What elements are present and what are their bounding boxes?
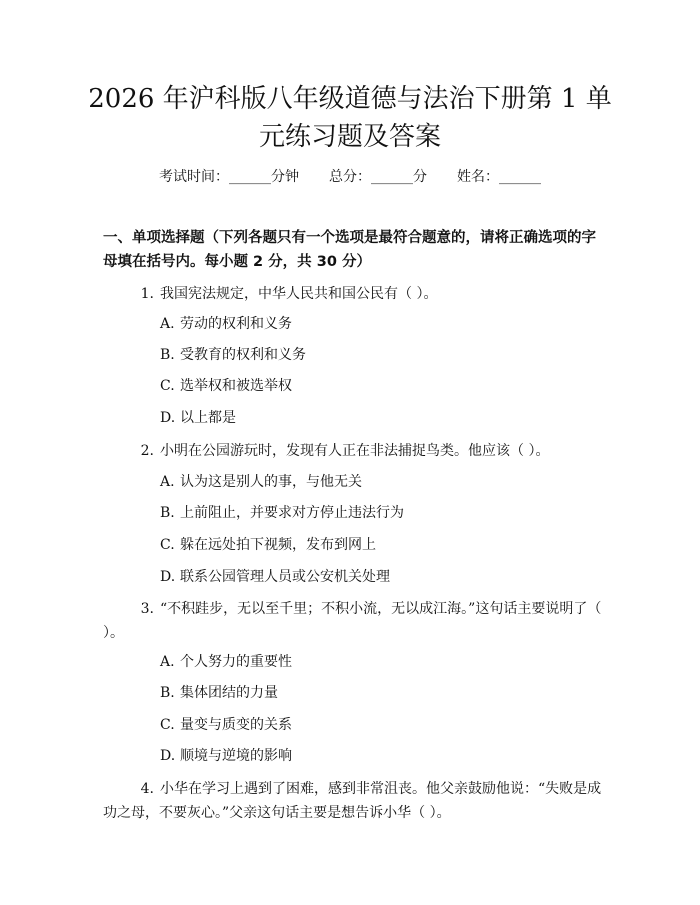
document-title — [60, 80, 640, 156]
option-text: 顺境与逆境的影响 — [180, 748, 292, 764]
option-text: 量变与质变的关系 — [180, 717, 292, 733]
option-3a — [160, 652, 600, 672]
question-number: 4. — [140, 781, 154, 797]
option-text: 集体团结的力量 — [180, 685, 278, 701]
question-text: “不积跬步，无以至千里；不积小流，无以成江海。”这句话主要说明了（ ）。 — [103, 601, 602, 641]
section-heading: 一、单项选择题（下列各题只有一个选项是最符合题意的，请将正确选项的字母填在括号内。每小题 2 分，共 30 分） — [103, 230, 596, 270]
option-text: 躲在远处拍下视频，发布到网上 — [180, 537, 376, 553]
question-1 — [103, 282, 603, 306]
exam-time-label: 考试时间：______分钟 — [159, 169, 299, 185]
option-2b — [160, 503, 600, 523]
option-letter: C. — [160, 378, 175, 394]
question-4 — [103, 777, 603, 825]
option-text: 联系公园管理人员或公安机关处理 — [180, 569, 390, 585]
option-3d — [160, 746, 600, 766]
option-text: 劳动的权利和义务 — [180, 316, 292, 332]
option-3c — [160, 715, 600, 735]
option-letter: D. — [160, 569, 176, 585]
exam-meta — [0, 167, 700, 187]
total-score-label: 总分：______分 — [329, 169, 427, 185]
title-line-1: 2026 年沪科版八年级道德与法治下册第 1 单 — [88, 84, 612, 114]
option-letter: D. — [160, 410, 176, 426]
option-3b — [160, 683, 600, 703]
option-letter: C. — [160, 717, 175, 733]
option-text: 认为这是别人的事，与他无关 — [180, 474, 362, 490]
option-text: 上前阻止，并要求对方停止违法行为 — [180, 505, 404, 521]
option-letter: C. — [160, 537, 175, 553]
question-text: 小华在学习上遇到了困难，感到非常沮丧。他父亲鼓励他说：“失败是成功之母，不要灰心。”父亲这句话主要是想告诉小华（ ）。 — [103, 781, 602, 821]
option-letter: A. — [160, 654, 175, 670]
student-name-label: 姓名：______ — [457, 169, 541, 185]
question-text: 我国宪法规定，中华人民共和国公民有（ ）。 — [160, 286, 438, 302]
question-3 — [103, 597, 603, 645]
option-1a — [160, 314, 600, 334]
question-number: 3. — [140, 601, 154, 617]
option-1d — [160, 408, 600, 428]
option-2d — [160, 567, 600, 587]
title-line-2: 元练习题及答案 — [258, 122, 441, 152]
option-text: 选举权和被选举权 — [180, 378, 292, 394]
option-1b — [160, 345, 600, 365]
question-text: 小明在公园游玩时，发现有人正在非法捕捉鸟类。他应该（ ）。 — [160, 443, 550, 459]
question-number: 1. — [140, 286, 154, 302]
option-text: 个人努力的重要性 — [180, 654, 292, 670]
option-2a — [160, 472, 600, 492]
question-number: 2. — [140, 443, 154, 459]
option-2c — [160, 535, 600, 555]
option-letter: D. — [160, 748, 176, 764]
option-letter: B. — [160, 685, 175, 701]
option-text: 以上都是 — [180, 410, 236, 426]
option-text: 受教育的权利和义务 — [180, 347, 306, 363]
question-2 — [103, 439, 603, 463]
option-letter: B. — [160, 347, 175, 363]
option-1c — [160, 376, 600, 396]
option-letter: A. — [160, 474, 175, 490]
option-letter: B. — [160, 505, 175, 521]
option-letter: A. — [160, 316, 175, 332]
